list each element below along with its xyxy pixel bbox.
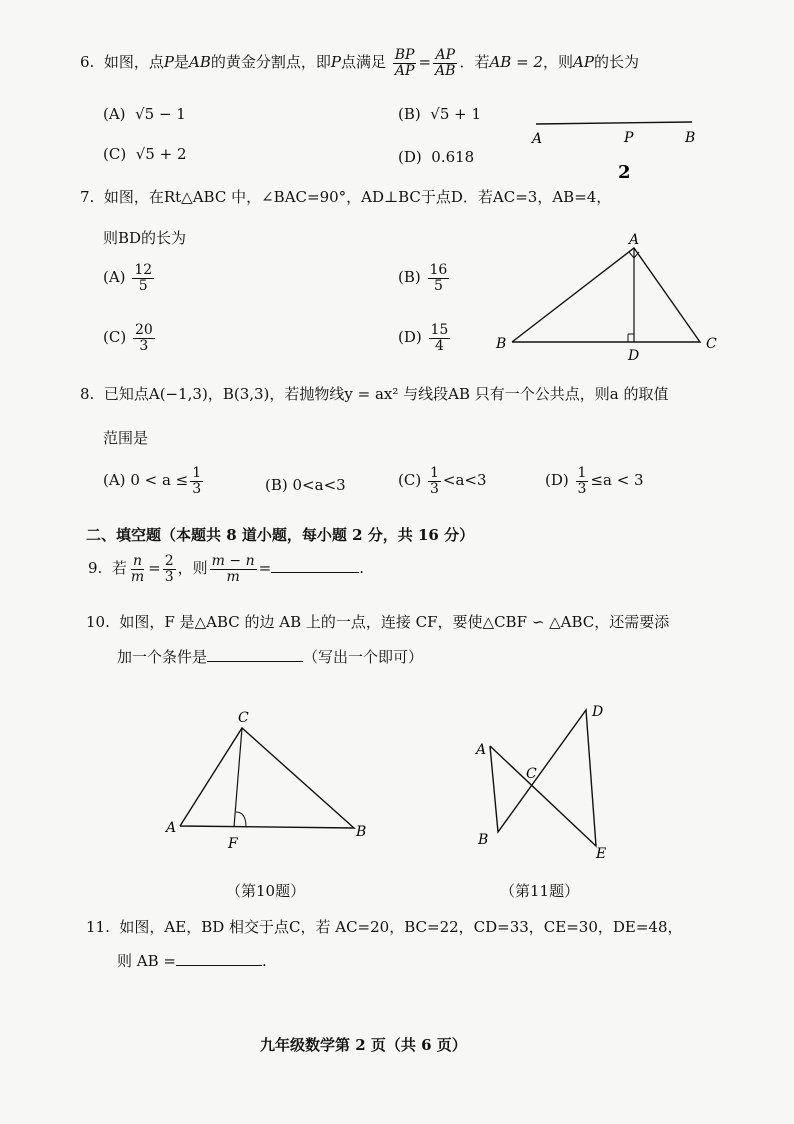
question-number: 11.: [86, 918, 110, 936]
option-value: 0<a<3: [292, 476, 346, 494]
question-number: 6.: [80, 53, 95, 72]
numerator: AP: [435, 47, 456, 63]
point-label-d: D: [592, 704, 604, 720]
question-6-stem: 6. 如图，点P是AB的黄金分割点，即P点满足 $\frac{BP}{AP}$ = $\frac{AP}{AB}$ ．若AB = 2，则AP的长为: [80, 47, 639, 79]
figure-q10-triangle: [160, 700, 380, 860]
crossing-segments: [490, 710, 596, 846]
text: ．若: [459, 53, 490, 72]
option-label: (B): [398, 268, 421, 287]
fraction: [132, 263, 154, 293]
question-number: 7.: [80, 188, 95, 206]
option-a: [103, 466, 205, 496]
option-label: (C): [103, 328, 127, 347]
point-label-d: D: [628, 348, 640, 364]
option-b: [398, 105, 481, 123]
option-label: (A): [103, 471, 126, 490]
point-label-a: A: [532, 131, 543, 147]
denominator: AP: [394, 62, 415, 79]
fraction: [428, 263, 450, 293]
option-value: 0.618: [431, 148, 475, 166]
text: （写出一个即可）: [303, 648, 424, 666]
triangle-abc: [180, 728, 354, 828]
fraction: [190, 466, 203, 496]
point-label-b: B: [356, 824, 367, 840]
figure-caption: （第11题）: [500, 882, 580, 900]
point-label-b: B: [478, 832, 489, 848]
fraction: [163, 554, 176, 584]
text: 的黄金分割点，即: [210, 53, 331, 72]
option-c: [103, 323, 157, 353]
question-number: 8.: [80, 385, 95, 403]
denominator: 4: [434, 337, 444, 354]
numerator: 16: [429, 262, 448, 278]
question-8-stem: [80, 383, 669, 404]
option-c: [398, 466, 487, 496]
text: =: [258, 559, 272, 578]
section-heading: 二、填空题（本题共 8 道小题，每小题 2 分，共 16 分）: [86, 526, 475, 544]
text: 是: [173, 53, 189, 72]
option-a: [103, 263, 156, 293]
denominator: 3: [139, 337, 149, 354]
numerator: BP: [394, 47, 415, 63]
text: 已知点A(−1,3)，B(3,3)，若抛物线y = ax² 与线段AB 只有一个公共点，则a 的取值: [103, 385, 669, 403]
fraction-bp-ap: [393, 48, 417, 78]
option-label: (C): [398, 471, 422, 490]
option-d: [398, 323, 452, 353]
option-label: (A): [103, 105, 126, 123]
answer-blank[interactable]: [176, 965, 262, 966]
question-10-stem: [86, 611, 669, 632]
text: .: [261, 952, 267, 970]
answer-blank[interactable]: [207, 661, 303, 662]
numerator: n: [133, 553, 143, 569]
option-label: (B): [398, 105, 421, 123]
denominator: 3: [192, 480, 202, 497]
text: ，则: [542, 53, 573, 72]
denominator: m: [130, 568, 145, 585]
fraction: [133, 323, 155, 353]
denominator: 5: [433, 277, 443, 294]
question-8-stem-line2: 范围是: [103, 429, 149, 447]
text: =: [148, 559, 161, 578]
option-label: (D): [545, 471, 569, 490]
option-value: √5 + 2: [135, 145, 187, 163]
point-label-f: F: [228, 836, 238, 852]
option-a: [103, 105, 186, 123]
triangle-abc: [512, 248, 700, 342]
numerator: 1: [429, 465, 439, 481]
denominator: AB: [435, 62, 456, 79]
point-label-c: C: [706, 336, 717, 352]
numerator: 1: [577, 465, 587, 481]
question-number: 9.: [88, 559, 103, 578]
option-b: [398, 263, 451, 293]
point-label-p: P: [624, 130, 634, 146]
text: 则 AB =: [117, 952, 176, 970]
option-c: [103, 145, 186, 163]
figure-caption: （第10题）: [226, 882, 306, 900]
answer-blank[interactable]: [271, 572, 359, 573]
option-d: [545, 466, 644, 496]
point-label-e: E: [596, 846, 607, 862]
numerator: 1: [192, 465, 202, 481]
option-value: √5 − 1: [135, 105, 186, 123]
fraction: [429, 323, 451, 353]
option-label: (C): [103, 145, 127, 163]
denominator: 3: [577, 480, 587, 497]
var-ap: AP: [573, 53, 594, 72]
segment-ab: [536, 122, 692, 124]
question-11-stem: [86, 916, 683, 937]
numerator: 15: [430, 322, 449, 338]
fraction: [210, 554, 257, 584]
text: 若: [111, 559, 127, 578]
fraction-ap-ab: [433, 48, 457, 78]
point-label-b: B: [685, 130, 696, 146]
text: 如图，F 是△ABC 的边 AB 上的一点，连接 CF，要使△CBF ∽ △ABC，还需要添: [119, 613, 670, 631]
text: 的长为: [593, 53, 639, 72]
text: 加一个条件是: [117, 648, 208, 666]
question-11-stem-line2: [117, 950, 267, 971]
page-footer: 九年级数学第 2 页（共 6 页）: [260, 1036, 467, 1054]
option-value: √5 + 1: [430, 105, 482, 123]
denominator: 3: [429, 480, 439, 497]
option-text: 0 < a ≤: [130, 471, 189, 490]
question-10-stem-line2: [117, 646, 423, 667]
option-d: [398, 148, 474, 166]
figure-q11-crossing: [470, 698, 630, 868]
point-label-a: A: [476, 742, 487, 758]
question-7-stem: [80, 186, 611, 207]
text: 点满足: [340, 53, 386, 72]
option-label: (D): [398, 148, 422, 166]
option-text: <a<3: [442, 471, 487, 490]
option-label: (B): [265, 476, 288, 494]
option-text: ≤a < 3: [590, 471, 644, 490]
condition: AB = 2: [489, 53, 543, 72]
question-9: [88, 554, 364, 584]
handwritten-mark: 2: [618, 162, 631, 183]
question-7-stem-line2: 则BD的长为: [103, 229, 187, 247]
text: 如图，AE，BD 相交于点C，若 AC=20，BC=22，CD=33，CE=30，DE=48，: [119, 918, 683, 936]
numerator: 12: [134, 262, 153, 278]
numerator: 20: [134, 322, 153, 338]
fraction: [428, 466, 441, 496]
option-label: (D): [398, 328, 422, 347]
figure-q6-segment: [520, 110, 720, 185]
text: ，则: [177, 559, 208, 578]
denominator: 5: [138, 277, 148, 294]
numerator: m − n: [211, 553, 255, 569]
denominator: m: [226, 568, 240, 585]
text: 如图，在Rt△ABC 中，∠BAC=90°，AD⊥BC于点D．若AC=3，AB=4，: [103, 188, 612, 206]
point-label-a: A: [166, 820, 177, 836]
fraction: [576, 466, 589, 496]
fraction: [129, 554, 146, 584]
numerator: 2: [164, 553, 174, 569]
angle-mark-f: [236, 812, 246, 827]
text: 如图，点: [103, 53, 164, 72]
var-p: P: [163, 53, 174, 72]
text: .: [359, 559, 364, 578]
option-b: [265, 476, 346, 494]
point-label-c: C: [526, 766, 537, 782]
point-label-b: B: [496, 336, 507, 352]
point-label-a: A: [629, 232, 640, 248]
var-p: P: [330, 53, 341, 72]
denominator: 3: [164, 568, 174, 585]
figure-q7-triangle: [490, 228, 730, 366]
var-ab: AB: [188, 53, 211, 72]
question-number: 10.: [86, 613, 110, 631]
point-label-c: C: [238, 710, 249, 726]
option-label: (A): [103, 268, 126, 287]
